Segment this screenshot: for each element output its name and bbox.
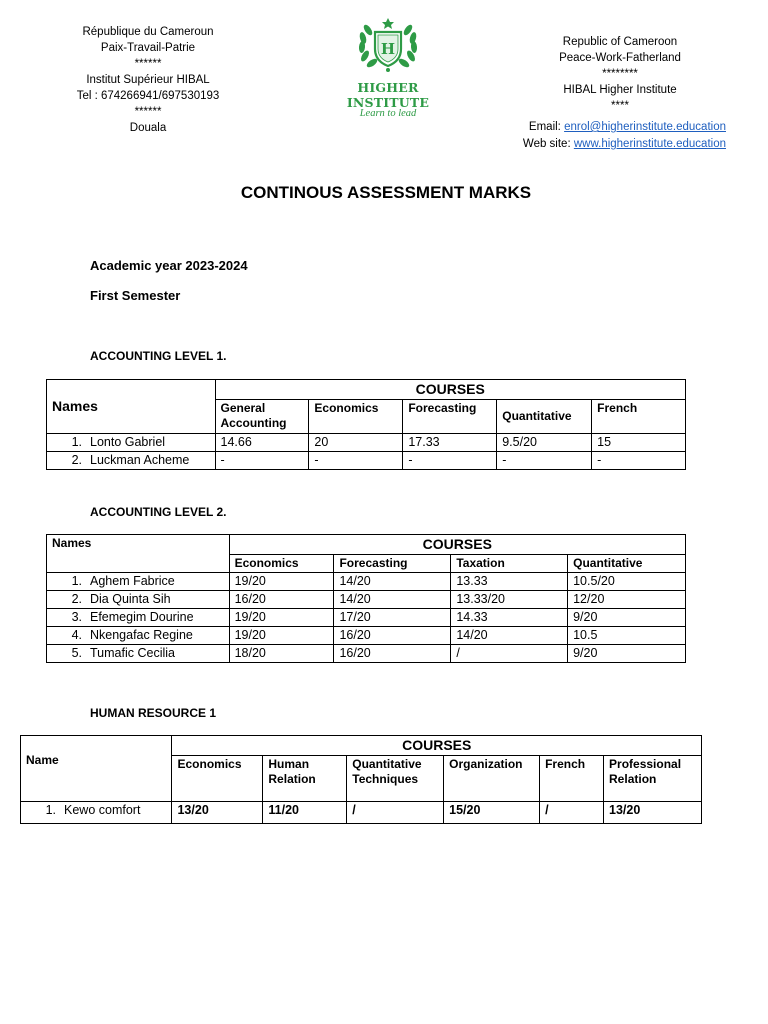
header-left-separator-2: ****** bbox=[134, 106, 162, 118]
academic-year: Academic year 2023-2024 bbox=[90, 258, 248, 273]
header-right-institute: HIBAL Higher Institute bbox=[563, 84, 677, 96]
header-left-country: République du Cameroun bbox=[82, 26, 214, 38]
table-row bbox=[47, 434, 686, 452]
student-name: Tumafic Cecilia bbox=[90, 646, 175, 660]
header-left-institute: Institut Supérieur HIBAL bbox=[86, 74, 210, 86]
mark-cell: - bbox=[497, 452, 592, 470]
student-name-cell bbox=[21, 802, 172, 824]
student-name: Luckman Acheme bbox=[90, 453, 190, 467]
table-row bbox=[47, 591, 686, 609]
student-name-cell bbox=[47, 627, 230, 645]
mark-cell: 17/20 bbox=[334, 609, 451, 627]
email-label: Email: bbox=[528, 121, 565, 133]
header-right-separator: ******** bbox=[602, 68, 638, 80]
mark-cell: 9.5/20 bbox=[497, 434, 592, 452]
mark-cell: - bbox=[215, 452, 309, 470]
mark-cell: 16/20 bbox=[334, 645, 451, 663]
mark-cell: 11/20 bbox=[263, 802, 347, 824]
mark-cell: / bbox=[347, 802, 444, 824]
column-header: Quantitative bbox=[568, 555, 686, 573]
row-number: 1. bbox=[71, 435, 82, 449]
column-header: Economics bbox=[172, 756, 263, 802]
website-label: Web site: bbox=[522, 138, 574, 150]
student-name-cell bbox=[47, 573, 230, 591]
student-name: Nkengafac Regine bbox=[90, 628, 193, 642]
student-name: Aghem Fabrice bbox=[90, 574, 175, 588]
header-left-block bbox=[60, 24, 236, 136]
courses-header: COURSES bbox=[172, 736, 702, 756]
names-header: Names bbox=[47, 380, 216, 434]
mark-cell: 14/20 bbox=[334, 573, 451, 591]
student-name-cell bbox=[47, 645, 230, 663]
row-number: 1. bbox=[45, 803, 56, 817]
email-line bbox=[523, 119, 726, 136]
logo-letter: H bbox=[380, 40, 396, 58]
section-title-accounting-2: ACCOUNTING LEVEL 2. bbox=[90, 505, 227, 519]
mark-cell: 15/20 bbox=[444, 802, 540, 824]
mark-cell: 14/20 bbox=[451, 627, 568, 645]
mark-cell: 14/20 bbox=[334, 591, 451, 609]
mark-cell: 10.5 bbox=[568, 627, 686, 645]
courses-header: COURSES bbox=[215, 380, 686, 400]
mark-cell: 9/20 bbox=[568, 645, 686, 663]
semester: First Semester bbox=[90, 288, 181, 303]
marks-table-accounting-1 bbox=[46, 379, 686, 470]
row-number: 5. bbox=[71, 646, 82, 660]
mark-cell: / bbox=[451, 645, 568, 663]
mark-cell: 19/20 bbox=[229, 573, 334, 591]
names-header: Names bbox=[47, 535, 230, 573]
row-number: 2. bbox=[71, 453, 82, 467]
logo-name: HIGHER INSTITUTE bbox=[346, 80, 430, 110]
mark-cell: 19/20 bbox=[229, 609, 334, 627]
header-contact bbox=[523, 119, 726, 153]
column-header: French bbox=[540, 756, 604, 802]
student-name-cell bbox=[47, 434, 216, 452]
table-row bbox=[21, 802, 702, 824]
column-header: Economics bbox=[229, 555, 334, 573]
mark-cell: 16/20 bbox=[334, 627, 451, 645]
mark-cell: / bbox=[540, 802, 604, 824]
column-header: Forecasting bbox=[334, 555, 451, 573]
mark-cell: 14.66 bbox=[215, 434, 309, 452]
table-row bbox=[47, 627, 686, 645]
marks-table-accounting-2 bbox=[46, 534, 686, 663]
logo-tagline: Learn to lead bbox=[359, 108, 417, 119]
header-left-motto: Paix-Travail-Patrie bbox=[100, 42, 196, 54]
marks-table-human-resource-1 bbox=[20, 735, 702, 824]
header-left-city: Douala bbox=[129, 122, 167, 134]
header-left-tel: Tel : 674266941/697530193 bbox=[76, 90, 220, 102]
mark-cell: 20 bbox=[309, 434, 403, 452]
section-title-accounting-1: ACCOUNTING LEVEL 1. bbox=[90, 349, 227, 363]
header-right-separator-2: **** bbox=[611, 100, 629, 112]
student-name: Lonto Gabriel bbox=[90, 435, 166, 449]
student-name: Kewo comfort bbox=[64, 803, 141, 817]
student-name: Dia Quinta Sih bbox=[90, 592, 171, 606]
table-row bbox=[47, 573, 686, 591]
mark-cell: 13.33 bbox=[451, 573, 568, 591]
courses-header: COURSES bbox=[229, 535, 685, 555]
mark-cell: 14.33 bbox=[451, 609, 568, 627]
laurel-shield-icon bbox=[355, 16, 421, 74]
mark-cell: - bbox=[592, 452, 686, 470]
row-number: 3. bbox=[71, 610, 82, 624]
column-header: Taxation bbox=[451, 555, 568, 573]
column-header: Organization bbox=[444, 756, 540, 802]
mark-cell: 17.33 bbox=[403, 434, 497, 452]
table-row bbox=[47, 645, 686, 663]
column-header: Quantitative Techniques bbox=[347, 756, 444, 802]
website-line bbox=[523, 136, 726, 153]
mark-cell: - bbox=[403, 452, 497, 470]
mark-cell: 18/20 bbox=[229, 645, 334, 663]
column-header: Human Relation bbox=[263, 756, 347, 802]
column-header: Professional Relation bbox=[604, 756, 702, 802]
mark-cell: - bbox=[309, 452, 403, 470]
institute-logo bbox=[318, 16, 458, 119]
row-number: 4. bbox=[71, 628, 82, 642]
document-title: CONTINOUS ASSESSMENT MARKS bbox=[240, 183, 532, 202]
column-header: General Accounting bbox=[215, 400, 309, 434]
mark-cell: 13/20 bbox=[172, 802, 263, 824]
section-title-human-resource-1: HUMAN RESOURCE 1 bbox=[90, 706, 217, 720]
header-right-country: Republic of Cameroon bbox=[562, 36, 678, 48]
column-header: French bbox=[592, 400, 686, 434]
website-link[interactable]: www.higherinstitute.education bbox=[573, 138, 726, 150]
header-right-block bbox=[520, 34, 720, 114]
mark-cell: 15 bbox=[592, 434, 686, 452]
student-name-cell bbox=[47, 452, 216, 470]
header-right-motto: Peace-Work-Fatherland bbox=[559, 52, 681, 64]
names-header: Name bbox=[21, 736, 172, 802]
student-name-cell bbox=[47, 609, 230, 627]
mark-cell: 12/20 bbox=[568, 591, 686, 609]
email-link[interactable]: enrol@higherinstitute.education bbox=[564, 121, 726, 133]
mark-cell: 19/20 bbox=[229, 627, 334, 645]
mark-cell: 10.5/20 bbox=[568, 573, 686, 591]
mark-cell: 9/20 bbox=[568, 609, 686, 627]
mark-cell: 16/20 bbox=[229, 591, 334, 609]
header-left-separator: ****** bbox=[134, 58, 162, 70]
table-row bbox=[47, 452, 686, 470]
column-header: Forecasting bbox=[403, 400, 497, 434]
table-row bbox=[47, 609, 686, 627]
column-header: Quantitative bbox=[497, 400, 592, 434]
row-number: 2. bbox=[71, 592, 82, 606]
student-name-cell bbox=[47, 591, 230, 609]
column-header: Economics bbox=[309, 400, 403, 434]
mark-cell: 13/20 bbox=[604, 802, 702, 824]
student-name: Efemegim Dourine bbox=[90, 610, 194, 624]
mark-cell: 13.33/20 bbox=[451, 591, 568, 609]
row-number: 1. bbox=[71, 574, 82, 588]
